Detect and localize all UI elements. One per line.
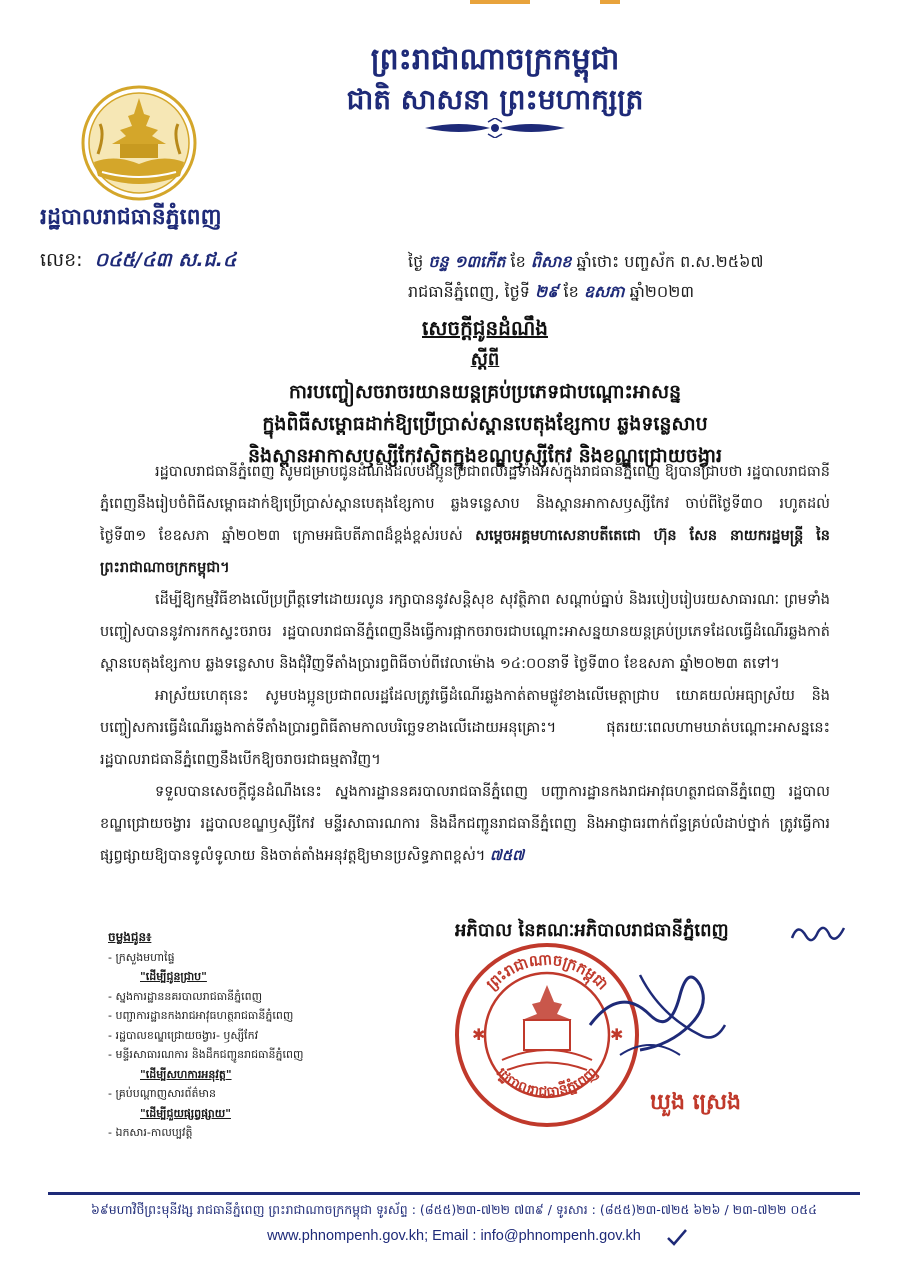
footer-divider xyxy=(48,1192,860,1195)
notice-heading: សេចក្ដីជូនដំណឹង xyxy=(422,316,548,340)
initial-mark-icon xyxy=(788,918,848,948)
reference-number xyxy=(40,248,236,276)
lunar-date-prefix: ថ្ងៃ xyxy=(408,252,424,271)
copy-to-title: ចម្លងជូន៖ xyxy=(108,930,152,944)
signature-icon xyxy=(580,955,730,1065)
copy-to-purpose: "ដើម្បីជូនជ្រាប" xyxy=(140,970,207,983)
solar-date-prefix: រាជធានីភ្នំពេញ, ថ្ងៃទី xyxy=(408,282,530,301)
paragraph-4-handwritten-mark: ៧៥៧ xyxy=(489,848,524,864)
paragraph-4 xyxy=(100,776,830,872)
copy-to-item: - គ្រប់បណ្ដាញសារព័ត៌មាន xyxy=(108,1087,216,1100)
issuing-authority: រដ្ឋបាលរាជធានីភ្នំពេញ xyxy=(40,204,222,230)
seal-text-bottom: រដ្ឋបាលរាជធានីភ្នំពេញ xyxy=(492,1064,602,1101)
national-motto: ជាតិ សាសនា ព្រះមហាក្សត្រ xyxy=(346,83,644,116)
copy-to-item: - ឯកសារ-កាលប្បវត្តិ xyxy=(108,1126,193,1139)
paragraph-1 xyxy=(100,456,830,584)
paragraph-1-text: រដ្ឋបាលរាជធានីភ្នំពេញ សូមជម្រាបជូនដំណឹងដល់បងប្អូនប្រជាពលរដ្ឋទាំងអស់ក្នុងរាជធានីភ្នំពេញ ឱ្យបានជ្រាបថា រដ្ឋបាលរាជធានីភ្នំពេញនឹងរៀបចំពិធីសម្ពោធដាក់ឱ្យប្រើប្រាស់ស្ពានបេតុងខ្សែកាប ឆ្លងទន្លេសាប និងស្ពានអាកាសឫស្សីកែវ ចាប់ពីថ្ងៃទី៣០ រហូតដល់ថ្ងៃទី៣១ ខែឧសភា ឆ្នាំ២០២៣ ក្រោមអធិបតីភាពដ៏ខ្ពង់ខ្ពស់របស់ xyxy=(100,464,830,544)
notice-subject-line-2: ក្នុងពិធីសម្ពោធដាក់ឱ្យប្រើប្រាស់ស្ពានបេតុងខ្សែកាប ឆ្លងទន្លេសាប xyxy=(262,413,708,435)
copy-to-item: - មន្ទីរសាធារណការ និងដឹកជញ្ជូនរាជធានីភ្នំពេញ xyxy=(108,1048,304,1061)
notice-subject-line-3: និងស្ពានអាកាសឫស្សីកែវស្ថិតក្នុងខណ្ឌឫស្សីកែវ និងខណ្ឌជ្រោយចង្វារ xyxy=(247,445,722,467)
kingdom-name: ព្រះរាជាណាចក្រកម្ពុជា xyxy=(370,42,620,77)
ornament-divider-icon xyxy=(420,118,570,138)
lunar-date-month-label: ខែ xyxy=(510,252,526,271)
svg-text:✱: ✱ xyxy=(610,1025,624,1044)
notice-body xyxy=(100,456,830,872)
footer-address: ៦៩មហាវិថីព្រះមុនីវង្ស រាជធានីភ្នំពេញ ព្រះរាជាណាចក្រកម្ពុជា ទូរស័ព្ទ : (៨៥៥)២៣-៧២២ ៧៣៩ / ទូរសារ : (៨៥៥)២៣-៧២៥ ៦២៦ / ២៣-៧២២ ០៥៤ xyxy=(91,1202,817,1217)
copy-to-purpose: "ដើម្បីជួយផ្សព្វផ្សាយ" xyxy=(140,1106,231,1120)
kingdom-header xyxy=(230,40,760,120)
solar-date xyxy=(408,281,694,305)
signer-name: ឃួង ស្រេង xyxy=(650,1089,742,1115)
footer-contact[interactable]: www.phnompenh.gov.kh; Email : info@phnompenh.gov.kh xyxy=(267,1228,641,1244)
lunar-date-day: ចន្ទ ១៣កើត xyxy=(428,252,506,271)
signer-title: អភិបាល នៃគណៈអភិបាលរាជធានីភ្នំពេញ xyxy=(455,920,729,941)
solar-date-month-label: ខែ xyxy=(563,282,579,301)
phnom-penh-emblem-icon xyxy=(80,84,198,202)
paragraph-1-prime-minister: សម្ដេចអគ្គមហាសេនាបតីតេជោ ហ៊ុន សែន នាយករដ្ឋមន្ត្រី នៃព្រះរាជាណាចក្រកម្ពុជា។ xyxy=(100,528,830,576)
copy-to-purpose: "ដើម្បីសហការអនុវត្ត" xyxy=(140,1067,232,1081)
copy-to-item: - បញ្ជាការដ្ឋានកងរាជអាវុធហត្ថរាជធានីភ្នំពេញ xyxy=(108,1009,294,1022)
copy-to-item: - ស្នងការដ្ឋាននគរបាលរាជធានីភ្នំពេញ xyxy=(108,989,263,1003)
svg-text:រដ្ឋបាលរាជធានីភ្នំពេញ xyxy=(493,1065,601,1101)
reference-label: លេខ: xyxy=(40,249,83,271)
solar-date-day: ២៩ xyxy=(534,282,559,301)
copy-to-item: - ក្រសួងមហាផ្ទៃ xyxy=(108,950,175,964)
paragraph-4-text: ទទួលបានសេចក្ដីជូនដំណឹងនេះ ស្នងការដ្ឋាននគរបាលរាជធានីភ្នំពេញ បញ្ជាការដ្ឋានកងរាជអាវុធហត្ថរាជធានីភ្នំពេញ រដ្ឋបាលខណ្ឌជ្រោយចង្វារ រដ្ឋបាលខណ្ឌឫស្សីកែវ មន្ទីរសាធារណការ និងដឹកជញ្ជូនរាជធានីភ្នំពេញ និងអាជ្ញាធរពាក់ព័ន្ធគ្រប់លំដាប់ថ្នាក់ ត្រូវធ្វើការផ្សព្វផ្សាយឱ្យបានទូលំទូលាយ និងចាត់តាំងអនុវត្តឱ្យមានប្រសិទ្ធភាពខ្ពស់។ xyxy=(100,784,830,864)
seal-text-top: ព្រះរាជាណាចក្រកម្ពុជា xyxy=(482,950,612,994)
copy-to-list xyxy=(108,928,398,1143)
solar-date-year: ឆ្នាំ២០២៣ xyxy=(629,282,695,301)
notice-subject-line-1: ការបញ្ចៀសចរាចរយានយន្តគ្រប់ប្រភេទជាបណ្ដោះអាសន្ន xyxy=(288,381,682,403)
reference-value: ០៤៥/៤៣ ស.ជ.៤ xyxy=(94,249,237,271)
paragraph-2: ដើម្បីឱ្យកម្មវិធីខាងលើប្រព្រឹត្តទៅដោយរលូន រក្សាបាននូវសន្តិសុខ សុវត្ថិភាព សណ្ដាប់ធ្នាប់ និងរបៀបរៀបរយសាធារណៈ ព្រមទាំងបញ្ចៀសបាននូវការកកស្ទះចរាចរ រដ្ឋបាលរាជធានីភ្នំពេញនឹងធ្វើការផ្អាកចរាចរជាបណ្ដោះអាសន្នយានយន្តគ្រប់ប្រភេទដែលធ្វើដំណើរឆ្លងកាត់ស្ពានបេតុងខ្សែកាប ឆ្លងទន្លេសាប និងជុំវិញទីតាំងប្រារព្ធពិធីចាប់ពីវេលាម៉ោង ១៤:០០នាទី ថ្ងៃទី៣០ ខែឧសភា ឆ្នាំ២០២៣ តទៅ។ xyxy=(100,592,830,672)
svg-text:✱: ✱ xyxy=(472,1025,486,1044)
checkmark-icon xyxy=(666,1228,688,1246)
notice-about: ស្ដីពី xyxy=(470,349,500,370)
lunar-date-month: ពិសាខ xyxy=(530,252,572,271)
lunar-date xyxy=(408,251,764,275)
notice-title xyxy=(150,312,820,472)
lunar-date-year: ឆ្នាំថោះ បញ្ចស័ក ព.ស.២៥៦៧ xyxy=(576,252,764,271)
paragraph-3: អាស្រ័យហេតុនេះ សូមបងប្អូនប្រជាពលរដ្ឋដែលត្រូវធ្វើដំណើរឆ្លងកាត់តាមផ្លូវខាងលើមេត្តាជ្រាប យោគយល់អធ្យាស្រ័យ និងបញ្ចៀសការធ្វើដំណើរឆ្លងកាត់ទីតាំងប្រារព្ធពិធីតាមកាលបរិច្ឆេទខាងលើដោយអនុគ្រោះ។ ផុតរយៈពេលហាមឃាត់បណ្ដោះអាសន្ននេះ រដ្ឋបាលរាជធានីភ្នំពេញនឹងបើកឱ្យចរាចរជាធម្មតាវិញ។ xyxy=(100,688,830,768)
top-accent-bar xyxy=(0,0,905,6)
copy-to-item: - រដ្ឋបាលខណ្ឌជ្រោយចង្វារ- ឫស្សីកែវ xyxy=(108,1028,259,1042)
solar-date-month: ឧសភា xyxy=(583,282,625,301)
